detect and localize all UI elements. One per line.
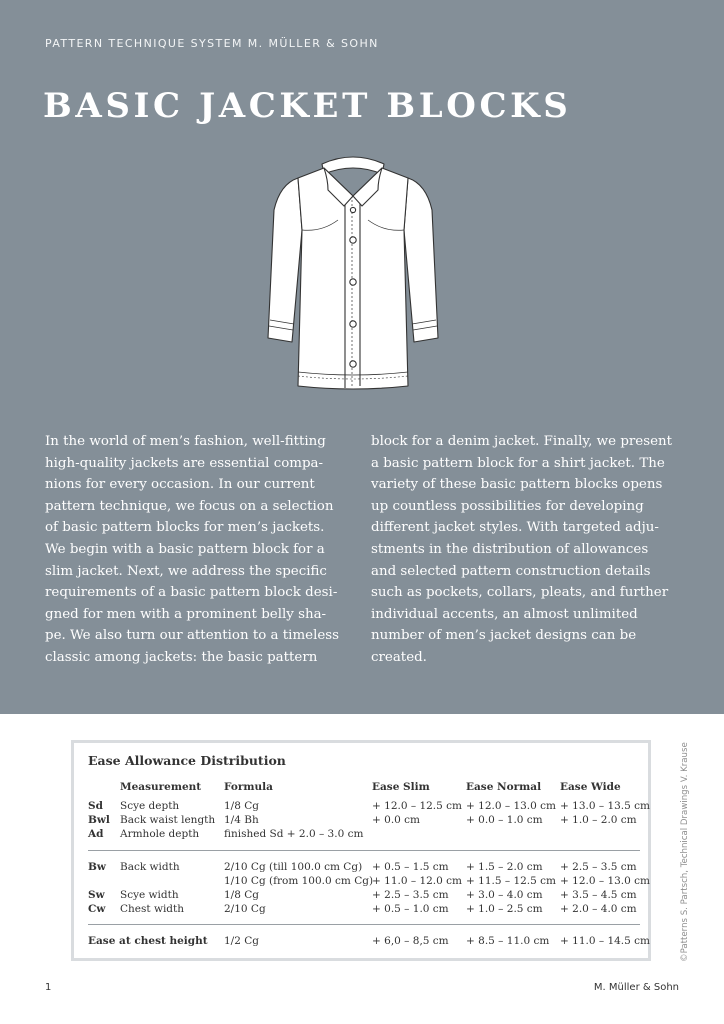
shirt-jacket-drawing-icon [262, 150, 444, 396]
page-number: 1 [45, 982, 52, 993]
intro-text-left: In the world of men’s fashion, well-fitting high-quality jackets are essential compa- nions for every occasion. In our current pattern technique, we focus on a selection of basic pattern blocks for men’s jackets. We begin with a basic pattern block for a slim jacket. Next, we address the specific requirements of a basic pattern block desi- gned for men with a prominent belly sha- pe. We also turn our attention to a timeless classic among jackets: the basic pattern [45, 434, 340, 665]
table-divider [88, 850, 640, 851]
page-title: BASIC JACKET BLOCKS [43, 86, 572, 126]
header-measurement: Measurement [120, 781, 202, 793]
ease-allowance-table: Ease Allowance Distribution Measurement Formula Ease Slim Ease Normal Ease Wide Sd Scye depth 1/8 Cg + 12.0 – 12.5 cm + 12.0 – 13.0 cm + 13.0 – 13.5 cm Bwl Back waist length 1/4 Bh + 0.0 cm + 0.0 – 1.0 cm + 1.0 – 2.0 cm Ad Armhole depth finished Sd + 2.0 – 3.0 cm Bw Back width 2/10 Cg (till 100.0 cm Cg) + 0.5 – 1.5 cm + 1.5 – 2.0 cm + 2.5 – 3.5 cm 1/10 Cg (from 100.0 cm Cg) + 11.0 – 12.0 cm + 11.5 – 12.5 cm + 12.0 – 13.0 cm Sw Scye width 1/8 Cg + 2.5 – 3.5 cm + 3.0 – 4.0 cm + 3.5 – 4.5 cm Cw Chest width 2/10 Cg + 0.5 – 1.0 cm + 1.0 – 2.5 cm + 2.0 – 4.0 cm Ease at chest height 1/2 Cg + 6,0 – 8,5 cm + 8.5 – 11.0 cm + 11.0 – 14.5 cm [71, 740, 651, 961]
publisher-name: M. Müller & Sohn [593, 982, 679, 993]
header-formula: Formula [224, 781, 273, 793]
header-ease-wide: Ease Wide [560, 781, 621, 793]
credit-line: ©Patterns S. Partsch, Technical Drawings V. Krause [680, 742, 690, 962]
header-ease-normal: Ease Normal [466, 781, 542, 793]
series-kicker: PATTERN TECHNIQUE SYSTEM M. MÜLLER & SOHN [45, 37, 379, 50]
table-title: Ease Allowance Distribution [88, 753, 286, 768]
header-ease-slim: Ease Slim [372, 781, 430, 793]
intro-text-right: block for a denim jacket. Finally, we present a basic pattern block for a shirt jacket. The variety of these basic pattern blocks opens up countless possibilities for developing different jacket styles. With targeted adju- stments in the distribution of allowances and selected pattern construction details such as pockets, collars, pleats, and further individual accents, an almost unlimited number of men’s jacket designs can be created. [371, 434, 673, 665]
table-divider [88, 924, 640, 925]
